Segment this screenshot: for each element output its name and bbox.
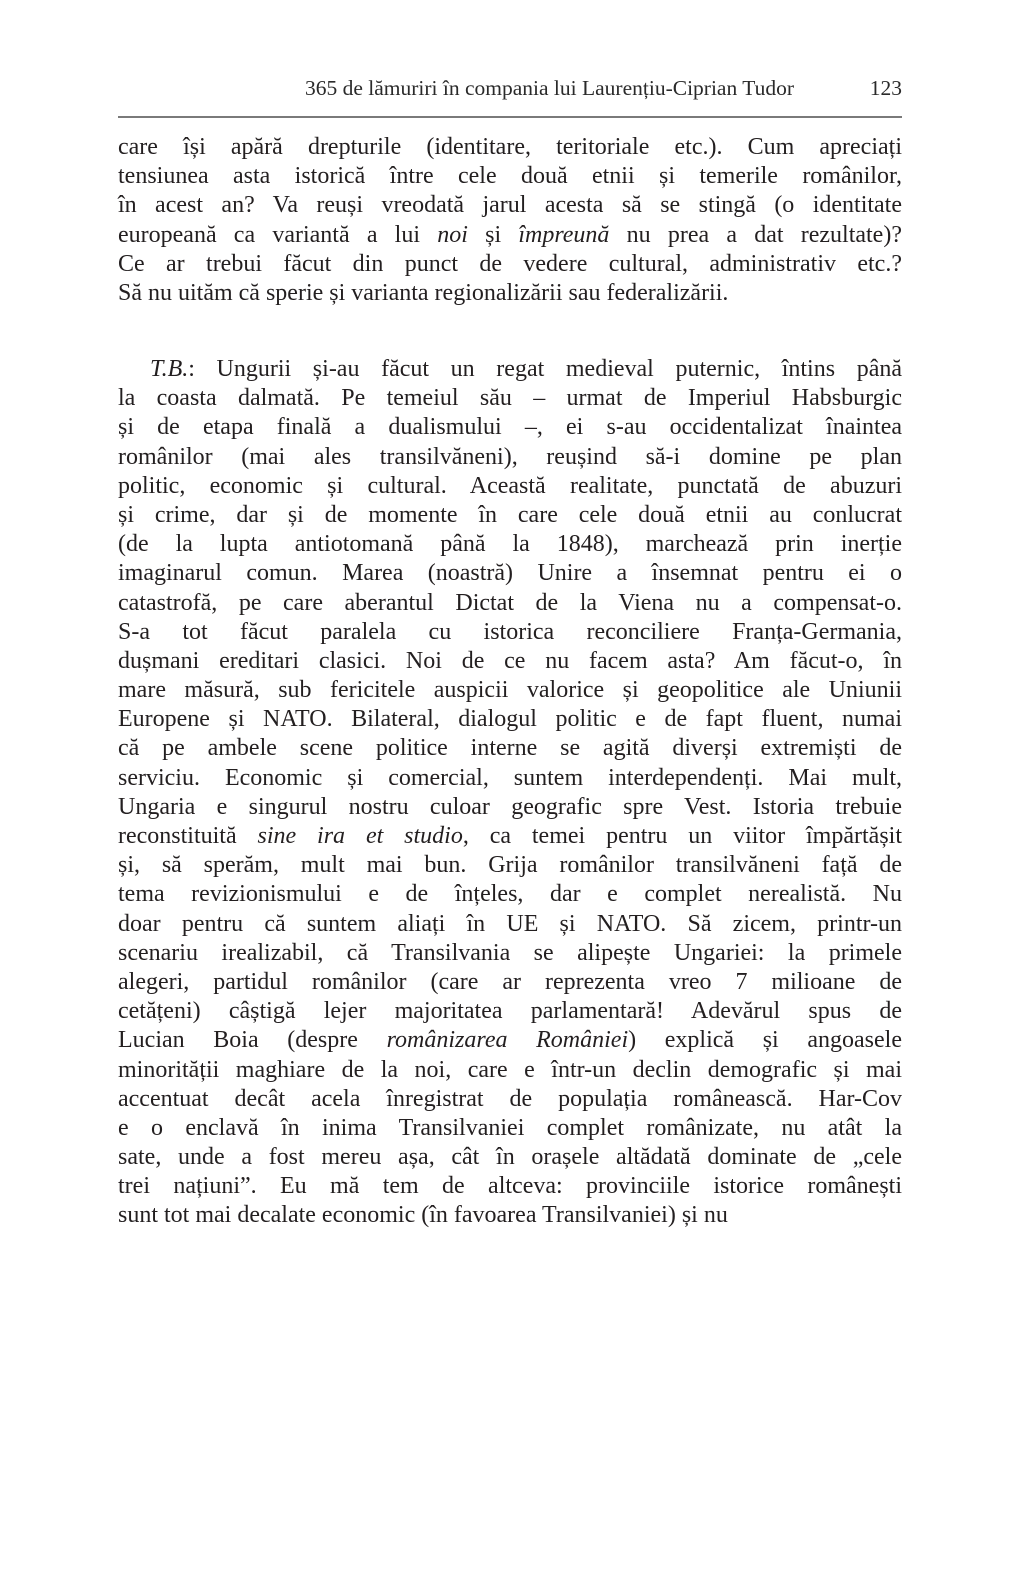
text-line [118,618,902,647]
text-run: reconstituită [118,823,258,849]
italic-text: T.B. [150,356,189,382]
text-line [118,1172,902,1201]
text-line [118,793,902,822]
text-run: și crime, dar și de momente în care cele două etnii au conlucrat [118,501,902,528]
running-header [118,76,902,106]
text-run: catastrofă, pe care aberantul Dictat de la Viena nu a compensat-o. [118,589,902,616]
text-run: minorității maghiare de la noi, care e într-un declin demografic și mai [118,1056,902,1083]
text-line [118,1143,902,1172]
italic-text: sine ira et studio [257,823,463,849]
text-line [118,501,902,530]
text-run: nu prea a dat rezultate)? [609,221,902,248]
paragraph-answer [118,355,902,1231]
text-run: că pe ambele scene politice interne se agită diverși extremiști de [118,735,902,762]
text-line [118,705,902,734]
text-line [118,1026,902,1055]
text-run: trei națiuni”. Eu mă tem de altceva: provinciile istorice românești [118,1173,902,1200]
text-run: alegeri, partidul românilor (care ar reprezenta vreo 7 milioane de [118,968,902,995]
text-line [118,676,902,705]
text-line [118,851,902,880]
text-line [118,162,902,191]
text-run: scenariu irealizabil, că Transilvania se alipește Ungariei: la primele [118,939,902,966]
text-run: dușmani ereditari clasici. Noi de ce nu facem asta? Am făcut-o, în [118,647,902,674]
text-line [118,1114,902,1143]
text-run: politic, economic și cultural. Această realitate, punctată de abuzuri [118,472,902,499]
italic-text: împreună [518,221,610,248]
text-line [118,968,902,997]
text-line [118,822,902,851]
text-run: tema revizionismului e de înțeles, dar e complet nerealistă. Nu [118,881,902,908]
text-line [118,997,902,1026]
text-run: (de la lupta antiotomană până la 1848), marchează prin inerție [118,531,902,558]
italic-text: românizarea României [386,1027,629,1054]
text-run: Lucian Boia (despre [118,1027,387,1054]
text-run: sunt tot mai decalate economic (în favoarea Transilvaniei) și nu [118,1202,728,1229]
text-line [118,530,902,559]
text-run: cetățeni) câștigă lejer majoritatea parlamentară! Adevărul spus de [118,998,902,1025]
text-run: ) explică și angoasele [628,1027,902,1054]
text-run: și de etapa finală a dualismului –, ei s-au occidentalizat înaintea [118,414,902,441]
text-line [118,559,902,588]
text-run: mare măsură, sub fericitele auspicii valorice și geopolitice ale Uniunii [118,677,902,704]
text-run: și [467,221,519,248]
text-run: imaginarul comun. Marea (noastră) Unire a însemnat pentru ei o [118,560,902,587]
paragraph-lines [118,133,902,308]
text-run: sate, unde a fost mereu așa, cât în orașele altădată dominate de „cele [118,1144,902,1171]
text-line [118,384,902,413]
running-title: 365 de lămuriri în compania lui Laurențiu-Ciprian Tudor [304,76,794,100]
text-run: Ce ar trebui făcut din punct de vedere cultural, administrativ etc.? [118,250,902,277]
paragraph-lines [118,355,902,1231]
text-line [118,1056,902,1085]
italic-text: noi [437,221,468,248]
text-run: S-a tot făcut paralela cu istorica reconciliere Franța-Germania, [118,618,902,645]
text-run: în acest an? Va reuși vreodată jarul acesta să se stingă (o identitate [118,192,902,219]
text-line [118,734,902,763]
text-run: care își apără drepturile (identitare, teritoriale etc.). Cum apreciați [118,134,902,160]
text-run: europeană ca variantă a lui [118,221,438,248]
text-run: serviciu. Economic și comercial, suntem interdependenți. Mai mult, [118,764,902,791]
text-line [118,764,902,793]
header-divider [118,116,902,118]
text-run: românilor (mai ales transilvăneni), reușind să-i domine pe plan [118,443,902,470]
paragraph-question [118,133,902,308]
text-line [118,910,902,939]
text-line [118,647,902,676]
text-line [118,939,902,968]
text-line [118,1201,902,1230]
text-line [118,443,902,472]
text-run: Ungaria e singurul nostru culoar geografic spre Vest. Istoria trebuie [118,793,902,820]
text-line [118,355,902,384]
text-line [118,1085,902,1114]
text-line [118,250,902,279]
text-line [118,589,902,618]
text-run: la coasta dalmată. Pe temeiul său – urmat de Imperiul Habsburgic [118,385,902,412]
text-run: Să nu uităm că sperie și varianta regionalizării sau federalizării. [118,279,729,306]
text-run: și, să sperăm, mult mai bun. Grija românilor transilvăneni față de [118,852,902,879]
text-line [118,413,902,442]
text-run: tensiunea asta istorică între cele două etnii și temerile românilor, [118,163,902,190]
text-run: accentuat decât acela înregistrat de populația românească. Har-Cov [118,1085,902,1112]
text-run: e o enclavă în inima Transilvaniei complet românizate, nu atât la [118,1114,902,1141]
text-line [118,880,902,909]
text-run: : Ungurii și-au făcut un regat medieval puternic, întins până [188,356,902,382]
text-line [118,191,902,220]
text-line [118,472,902,501]
page-number: 123 [869,76,902,100]
text-run: , ca temei pentru un viitor împărtășit [462,823,902,849]
text-line [118,279,902,308]
text-line [118,133,902,162]
text-line [118,221,902,250]
text-run: Europene și NATO. Bilateral, dialogul politic e de fapt fluent, numai [118,706,902,733]
text-run: doar pentru că suntem aliați în UE și NATO. Să zicem, printr-un [118,910,902,937]
